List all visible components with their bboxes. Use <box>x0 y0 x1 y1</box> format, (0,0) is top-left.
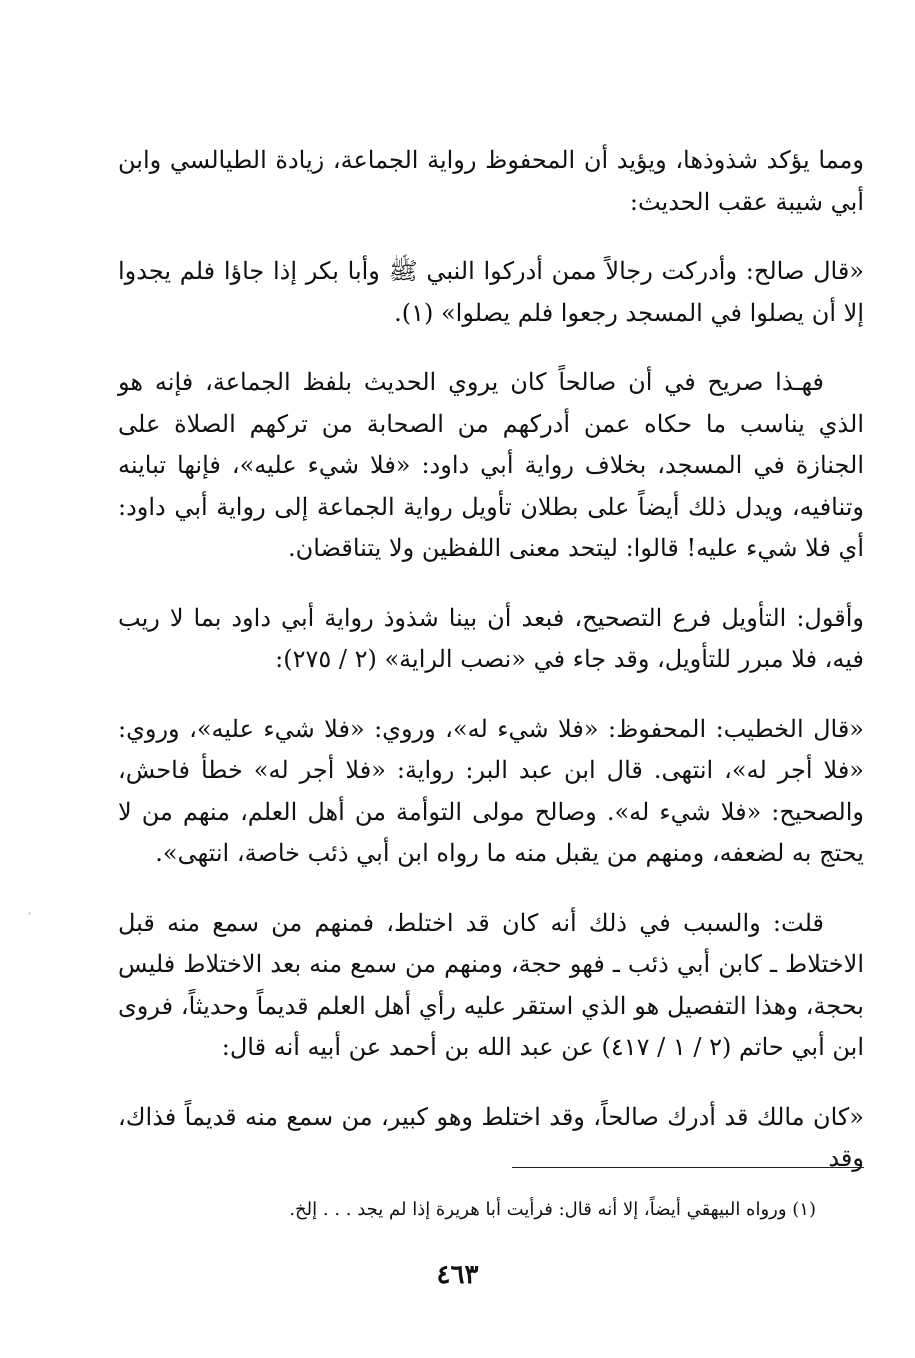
main-text <box>118 140 864 1180</box>
paragraph-evidence-intro: ومما يؤكد شذوذها، ويؤيد أن المحفوظ رواية الجماعة، زيادة الطيالسي وابن أبي شيبة عقب الحديث: <box>118 146 865 216</box>
page-number: ٤٦٣ <box>436 1260 479 1290</box>
paragraph-explanation: فهـذا صريح في أن صالحاً كان يروي الحديث بلفظ الجماعة، فإنه هو الذي يناسب ما حكاه عمن أدركهم من الصحابة من تركهم الصلاة على الجنازة في المسجد، بخلاف رواية أبي داود: «فلا شيء عليه»، فإنها تباينه وتنافيه، ويدل ذلك أيضاً على بطلان تأويل رواية الجماعة إلى رواية أبي داود: أي فلا شيء عليه! قالوا: ليتحد معنى اللفظين ولا يتناقضان. <box>118 368 864 562</box>
paragraph-khatib-quote: «قال الخطيب: المحفوظ: «فلا شيء له»، وروي: «فلا شيء عليه»، وروي: «فلا أجر له»، انتهى. قال ابن عبد البر: رواية: «فلا أجر له» خطأ فاحش، والصحيح: «فلا شيء له». وصالح مولى التوأمة من أهل العلم، منهم من لا يحتج به لضعفه، ومنهم من يقبل منه ما رواه ابن أبي ذئب خاصة، انتهى». <box>118 714 864 867</box>
paragraph-saleh-quote: «قال صالح: وأدركت رجالاً ممن أدركوا النبي ﷺ وأبا بكر إذا جاؤا فلم يجدوا إلا أن يصلوا في المسجد رجعوا فلم يصلوا» (١). <box>118 257 864 327</box>
paragraph-malik-quote: «كان مالك قد أدرك صالحاً، وقد اختلط وهو كبير، من سمع منه قديماً فذاك، وقد <box>118 1102 864 1172</box>
paragraph-reason: قلت: والسبب في ذلك أنه كان قد اختلط، فمنهم من سمع منه قبل الاختلاط ـ كابن أبي ذئب ـ فهو حجة، ومنهم من سمع منه بعد الاختلاط فليس بحجة، وهذا التفصيل هو الذي استقر عليه رأي أهل العلم قديماً وحديثاً، فروى ابن أبي حاتم (٢ / ١ / ٤١٧) عن عبد الله بن أحمد عن أبيه أنه قال: <box>118 908 864 1061</box>
footnote: (١) ورواه البيهقي أيضاً، إلا أنه قال: فرأيت أبا هريرة إذا لم يجد . . . إلخ. <box>289 1199 816 1220</box>
footnote-divider <box>512 1167 864 1168</box>
scan-speck <box>28 912 31 915</box>
paragraph-author-comment: وأقول: التأويل فرع التصحيح، فبعد أن بينا شذوذ رواية أبي داود بما لا ريب فيه، فلا مبرر للتأويل، وقد جاء في «نصب الراية» (٢ / ٢٧٥): <box>118 603 865 673</box>
